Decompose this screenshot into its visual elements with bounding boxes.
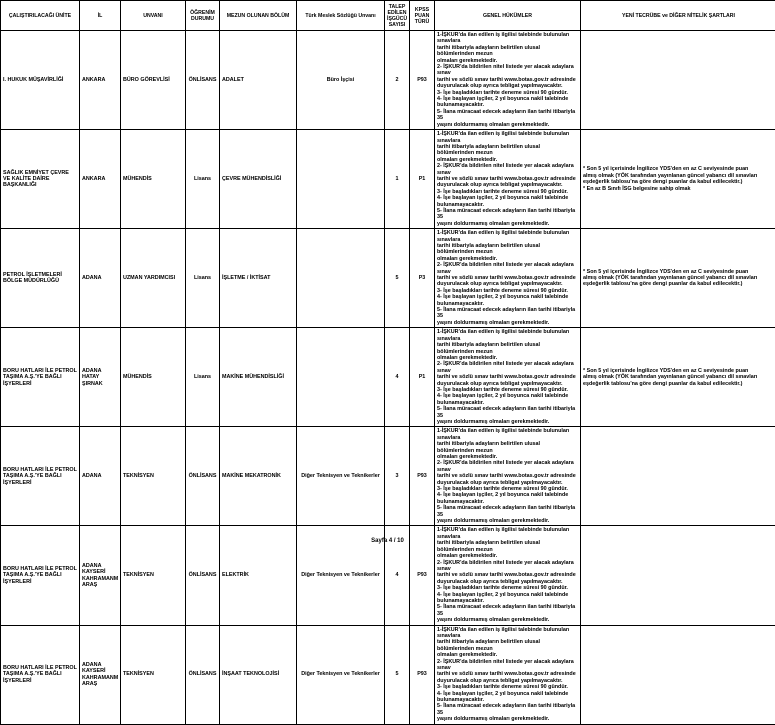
genel-hukum-line: 1-İŞKUR'da ilan edilen iş ilgilisi talebinde bulunulan sınavlara [437, 32, 578, 45]
genel-hukum-line: 1-İŞKUR'da ilan edilen iş ilgilisi talebinde bulunulan sınavlara [437, 627, 578, 640]
cell-tecrube [581, 328, 775, 427]
genel-hukum-line: 2- İŞKUR'da bildirilen nitel listede yer alacak adaylara sınav [437, 361, 578, 374]
cell-bolum: İŞLETME / İKTİSAT [220, 229, 297, 328]
cell-il: ADANA KAYSERİ KAHRAMANM ARAŞ [80, 625, 121, 724]
cell-ogrenim: Lisans [186, 229, 220, 328]
table-row [1, 625, 775, 724]
cell-kpss: P93 [410, 625, 435, 724]
cell-talep: 3 [385, 427, 410, 526]
table-row [1, 229, 775, 328]
genel-hukum-line: duyurulacak olup ayrıca tebligat yapılmayacaktır. [437, 381, 578, 387]
genel-hukum-line: tarihi ve sözlü sınav tarihi www.botas.gov.tr adresinde [437, 176, 578, 182]
genel-hukum-line: tarihi ve sözlü sınav tarihi www.botas.gov.tr adresinde [437, 473, 578, 479]
cell-meslek [297, 328, 385, 427]
genel-hukum-line: duyurulacak olup ayrıca tebligat yapılmayacaktır. [437, 678, 578, 684]
genel-hukum-line: 1-İŞKUR'da ilan edilen iş ilgilisi talebinde bulunulan sınavlara [437, 428, 578, 441]
cell-ogrenim: ÖNLİSANS [186, 625, 220, 724]
cell-bolum: ADALET [220, 31, 297, 130]
cell-talep: 4 [385, 526, 410, 625]
cell-bolum: MAKİNE MEKATRONİK [220, 427, 297, 526]
cell-genel-hukumler [435, 31, 581, 130]
cell-tecrube [581, 130, 775, 229]
genel-hukum-line: 3- İşe başladıkları tarihte deneme süresi 90 gündür. [437, 288, 578, 294]
genel-hukum-line: 2- İŞKUR'da bildirilen nitel listede yer alacak adaylara sınav [437, 163, 578, 176]
genel-hukum-line: 5- İlana müracaat edecek adayların ilan tarihi itibariyla 35 [437, 307, 578, 320]
table-row [1, 31, 775, 130]
genel-hukum-line: yaşını doldurmamış olmaları gerekmektedir. [437, 122, 578, 128]
genel-hukum-line: duyurulacak olup ayrıca tebligat yapılmayacaktır. [437, 281, 578, 287]
header-ogrenim: ÖĞRENİM DURUMU [186, 1, 220, 31]
genel-hukum-line: yaşını doldurmamış olmaları gerekmektedir. [437, 716, 578, 722]
genel-hukum-line: bulunamayacaktır. [437, 499, 578, 505]
page-number: Sayfa 4 / 10 [0, 538, 775, 544]
genel-hukum-line: tarihi itibariyla adayların belirtilen ulusal bölümlerinden mezun [437, 342, 578, 355]
genel-hukum-line: 2- İŞKUR'da bildirilen nitel listede yer alacak adaylara sınav [437, 64, 578, 77]
genel-hukum-line: 5- İlana müracaat edecek adayların ilan tarihi itibariyla 35 [437, 703, 578, 716]
cell-kpss: P93 [410, 427, 435, 526]
header-tecrube: YENİ TECRÜBE ve DİĞER NİTELİK ŞARTLARI [581, 1, 775, 31]
cell-unite: BORU HATLARI İLE PETROL TAŞIMA A.Ş.'YE BAĞLI İŞYERLERİ [1, 328, 80, 427]
genel-hukum-line: duyurulacak olup ayrıca tebligat yapılmayacaktır. [437, 480, 578, 486]
genel-hukum-line: 3- İşe başladıkları tarihte deneme süresi 90 gündür. [437, 486, 578, 492]
cell-tecrube [581, 229, 775, 328]
cell-unvani: TEKNİSYEN [121, 625, 186, 724]
genel-hukum-line: 4- İşe başlayan işçiler, 2 yıl boyunca nakil talebinde [437, 691, 578, 697]
cell-ogrenim: ÖNLİSANS [186, 427, 220, 526]
cell-talep: 5 [385, 229, 410, 328]
genel-hukum-line: olmaları gerekmektedir. [437, 355, 578, 361]
cell-kpss: P1 [410, 328, 435, 427]
genel-hukum-line: bulunamayacaktır. [437, 301, 578, 307]
genel-hukum-line: olmaları gerekmektedir. [437, 454, 578, 460]
genel-hukum-line: 5- İlana müracaat edecek adayların ilan tarihi itibariyla 35 [437, 604, 578, 617]
tecrube-line: * Son 5 yıl içerisinde İngilizce YDS'den en az C seviyesinde puan [583, 166, 774, 172]
cell-unite: I. HUKUK MÜŞAVİRLİĞİ [1, 31, 80, 130]
cell-talep: 1 [385, 130, 410, 229]
cell-meslek: Büro İşçisi [297, 31, 385, 130]
genel-hukum-line: bulunamayacaktır. [437, 102, 578, 108]
cell-unvani: MÜHENDİS [121, 328, 186, 427]
cell-kpss: P93 [410, 526, 435, 625]
genel-hukum-line: 5- İlana müracaat edecek adayların ilan tarihi itibariyla 35 [437, 208, 578, 221]
cell-meslek: Diğer Teknisyen ve Teknikerler [297, 625, 385, 724]
genel-hukum-line: olmaları gerekmektedir. [437, 553, 578, 559]
header-unite: ÇALIŞTIRILACAĞI ÜNİTE [1, 1, 80, 31]
genel-hukum-line: 3- İşe başladıkları tarihte deneme süresi 90 gündür. [437, 684, 578, 690]
cell-genel-hukumler [435, 229, 581, 328]
cell-unvani: TEKNİSYEN [121, 526, 186, 625]
cell-il: ADANA [80, 427, 121, 526]
cell-ogrenim: Lisans [186, 130, 220, 229]
genel-hukum-line: yaşını doldurmamış olmaları gerekmektedir. [437, 518, 578, 524]
genel-hukum-line: tarihi ve sözlü sınav tarihi www.botas.gov.tr adresinde [437, 275, 578, 281]
cell-meslek [297, 229, 385, 328]
cell-genel-hukumler [435, 328, 581, 427]
genel-hukum-line: bulunamayacaktır. [437, 598, 578, 604]
cell-tecrube [581, 31, 775, 130]
genel-hukum-line: yaşını doldurmamış olmaları gerekmektedir. [437, 419, 578, 425]
genel-hukum-line: tarihi itibariyla adayların belirtilen ulusal bölümlerinden mezun [437, 540, 578, 553]
cell-unite: BORU HATLARI İLE PETROL TAŞIMA A.Ş.'YE BAĞLI İŞYERLERİ [1, 625, 80, 724]
genel-hukum-line: 3- İşe başladıkları tarihte deneme süresi 90 gündür. [437, 90, 578, 96]
genel-hukum-line: duyurulacak olup ayrıca tebligat yapılmayacaktır. [437, 579, 578, 585]
cell-unvani: MÜHENDİS [121, 130, 186, 229]
genel-hukum-line: 2- İŞKUR'da bildirilen nitel listede yer alacak adaylara sınav [437, 460, 578, 473]
genel-hukum-line: tarihi ve sözlü sınav tarihi www.botas.gov.tr adresinde [437, 572, 578, 578]
genel-hukum-line: 4- İşe başlayan işçiler, 2 yıl boyunca nakil talebinde [437, 294, 578, 300]
tecrube-line: almış olmak (YÖK tarafından yayınlanan güncel yabancı dil sınavları [583, 275, 774, 281]
genel-hukum-line: 3- İşe başladıkları tarihte deneme süresi 90 gündür. [437, 387, 578, 393]
cell-talep: 2 [385, 31, 410, 130]
tecrube-line: * Son 5 yıl içerisinde İngilizce YDS'den en az C seviyesinde puan [583, 368, 774, 374]
genel-hukum-line: 5- İlana müracaat edecek adayların ilan tarihi itibariyla 35 [437, 505, 578, 518]
cell-kpss: P93 [410, 31, 435, 130]
tecrube-line: * Son 5 yıl içerisinde İngilizce YDS'den en az C seviyesinde puan [583, 269, 774, 275]
genel-hukum-line: tarihi itibariyla adayların belirtilen ulusal bölümlerinden mezun [437, 243, 578, 256]
cell-il: ANKARA [80, 31, 121, 130]
cell-unite: SAĞLIK EMNİYET ÇEVRE VE KALİTE DAİRE BAŞKANLIĞI [1, 130, 80, 229]
tecrube-line: eşdeğerlik tablosu'na göre dengi puanlar da kabul edilecektir.) [583, 179, 774, 185]
table-row [1, 130, 775, 229]
genel-hukum-line: tarihi itibariyla adayların belirtilen ulusal bölümlerinden mezun [437, 144, 578, 157]
cell-talep: 5 [385, 625, 410, 724]
genel-hukum-line: 3- İşe başladıkları tarihte deneme süresi 90 gündür. [437, 585, 578, 591]
cell-tecrube [581, 427, 775, 526]
genel-hukum-line: 4- İşe başlayan işçiler, 2 yıl boyunca nakil talebinde [437, 96, 578, 102]
cell-il: ADANA KAYSERİ KAHRAMANM ARAŞ [80, 526, 121, 625]
genel-hukum-line: 5- İlana müracaat edecek adayların ilan tarihi itibariyla 35 [437, 406, 578, 419]
header-kpss: KPSS PUAN TÜRÜ [410, 1, 435, 31]
cell-genel-hukumler [435, 625, 581, 724]
genel-hukum-line: duyurulacak olup ayrıca tebligat yapılmayacaktır. [437, 83, 578, 89]
genel-hukum-line: bulunamayacaktır. [437, 400, 578, 406]
cell-genel-hukumler [435, 130, 581, 229]
header-meslek: Türk Meslek Sözlüğü Unvanı [297, 1, 385, 31]
genel-hukum-line: 3- İşe başladıkları tarihte deneme süresi 90 gündür. [437, 189, 578, 195]
tecrube-line: almış olmak (YÖK tarafından yayınlanan güncel yabancı dil sınavları [583, 374, 774, 380]
cell-tecrube [581, 625, 775, 724]
cell-unvani: UZMAN YARDIMCISI [121, 229, 186, 328]
cell-il: ANKARA [80, 130, 121, 229]
tecrube-line: eşdeğerlik tablosu'na göre dengi puanlar da kabul edilecektir.) [583, 281, 774, 287]
table-row [1, 328, 775, 427]
genel-hukum-line: tarihi ve sözlü sınav tarihi www.botas.gov.tr adresinde [437, 374, 578, 380]
genel-hukum-line: 1-İŞKUR'da ilan edilen iş ilgilisi talebinde bulunulan sınavlara [437, 131, 578, 144]
genel-hukum-line: 5- İlana müracaat edecek adayların ilan tarihi itibariyla 35 [437, 109, 578, 122]
genel-hukum-line: 4- İşe başlayan işçiler, 2 yıl boyunca nakil talebinde [437, 195, 578, 201]
cell-meslek: Diğer Teknisyen ve Teknikerler [297, 526, 385, 625]
genel-hukum-line: 1-İŞKUR'da ilan edilen iş ilgilisi talebinde bulunulan sınavlara [437, 527, 578, 540]
genel-hukum-line: yaşını doldurmamış olmaları gerekmektedir. [437, 617, 578, 623]
cell-ogrenim: ÖNLİSANS [186, 31, 220, 130]
cell-bolum: İNŞAAT TEKNOLOJİSİ [220, 625, 297, 724]
header-talep: TALEP EDİLEN İŞGÜCÜ SAYISI [385, 1, 410, 31]
genel-hukum-line: tarihi ve sözlü sınav tarihi www.botas.gov.tr adresinde [437, 77, 578, 83]
genel-hukum-line: bulunamayacaktır. [437, 697, 578, 703]
genel-hukum-line: 2- İŞKUR'da bildirilen nitel listede yer alacak adaylara sınav [437, 262, 578, 275]
cell-bolum: ÇEVRE MÜHENDİSLİĞİ [220, 130, 297, 229]
genel-hukum-line: 4- İşe başlayan işçiler, 2 yıl boyunca nakil talebinde [437, 592, 578, 598]
cell-unite: PETROL İŞLETMELERİ BÖLGE MÜDÜRLÜĞÜ [1, 229, 80, 328]
genel-hukum-line: 2- İŞKUR'da bildirilen nitel listede yer alacak adaylara sınav [437, 659, 578, 672]
cell-talep: 4 [385, 328, 410, 427]
header-row [1, 1, 775, 31]
tecrube-line: almış olmak (YÖK tarafından yayınlanan güncel yabancı dil sınavları [583, 173, 774, 179]
genel-hukum-line: 4- İşe başlayan işçiler, 2 yıl boyunca nakil talebinde [437, 492, 578, 498]
cell-ogrenim: Lisans [186, 328, 220, 427]
header-genel: GENEL HÜKÜMLER [435, 1, 581, 31]
cell-il: ADANA HATAY ŞIRNAK [80, 328, 121, 427]
header-bolum: MEZUN OLUNAN BÖLÜM [220, 1, 297, 31]
genel-hukum-line: olmaları gerekmektedir. [437, 157, 578, 163]
genel-hukum-line: yaşını doldurmamış olmaları gerekmektedir. [437, 320, 578, 326]
cell-genel-hukumler [435, 427, 581, 526]
table-row [1, 427, 775, 526]
cell-unvani: TEKNİSYEN [121, 427, 186, 526]
genel-hukum-line: olmaları gerekmektedir. [437, 652, 578, 658]
cell-unite: BORU HATLARI İLE PETROL TAŞIMA A.Ş.'YE BAĞLI İŞYERLERİ [1, 526, 80, 625]
cell-kpss: P3 [410, 229, 435, 328]
genel-hukum-line: 2- İŞKUR'da bildirilen nitel listede yer alacak adaylara sınav [437, 560, 578, 573]
genel-hukum-line: tarihi itibariyla adayların belirtilen ulusal bölümlerinden mezun [437, 441, 578, 454]
cell-unite: BORU HATLARI İLE PETROL TAŞIMA A.Ş.'YE BAĞLI İŞYERLERİ [1, 427, 80, 526]
genel-hukum-line: tarihi ve sözlü sınav tarihi www.botas.gov.tr adresinde [437, 671, 578, 677]
cell-bolum: MAKİNE MÜHENDİSLİĞİ [220, 328, 297, 427]
genel-hukum-line: tarihi itibariyla adayların belirtilen ulusal bölümlerinden mezun [437, 639, 578, 652]
tecrube-line: eşdeğerlik tablosu'na göre dengi puanlar da kabul edilecektir.) [583, 381, 774, 387]
cell-unvani: BÜRO GÖREVLİSİ [121, 31, 186, 130]
genel-hukum-line: olmaları gerekmektedir. [437, 58, 578, 64]
genel-hukum-line: tarihi itibariyla adayların belirtilen ulusal bölümlerinden mezun [437, 45, 578, 58]
genel-hukum-line: bulunamayacaktır. [437, 202, 578, 208]
cell-bolum: ELEKTRİK [220, 526, 297, 625]
genel-hukum-line: 1-İŞKUR'da ilan edilen iş ilgilisi talebinde bulunulan sınavlara [437, 230, 578, 243]
header-il: İL [80, 1, 121, 31]
genel-hukum-line: 1-İŞKUR'da ilan edilen iş ilgilisi talebinde bulunulan sınavlara [437, 329, 578, 342]
cell-meslek: Diğer Teknisyen ve Teknikerler [297, 427, 385, 526]
cell-kpss: P1 [410, 130, 435, 229]
genel-hukum-line: 4- İşe başlayan işçiler, 2 yıl boyunca nakil talebinde [437, 393, 578, 399]
cell-ogrenim: ÖNLİSANS [186, 526, 220, 625]
cell-meslek [297, 130, 385, 229]
genel-hukum-line: duyurulacak olup ayrıca tebligat yapılmayacaktır. [437, 182, 578, 188]
genel-hukum-line: yaşını doldurmamış olmaları gerekmektedir. [437, 221, 578, 227]
header-unvani: UNVANI [121, 1, 186, 31]
cell-il: ADANA [80, 229, 121, 328]
genel-hukum-line: olmaları gerekmektedir. [437, 256, 578, 262]
tecrube-line: * En az B Sınıfı İSG belgesine sahip olmak [583, 186, 774, 192]
